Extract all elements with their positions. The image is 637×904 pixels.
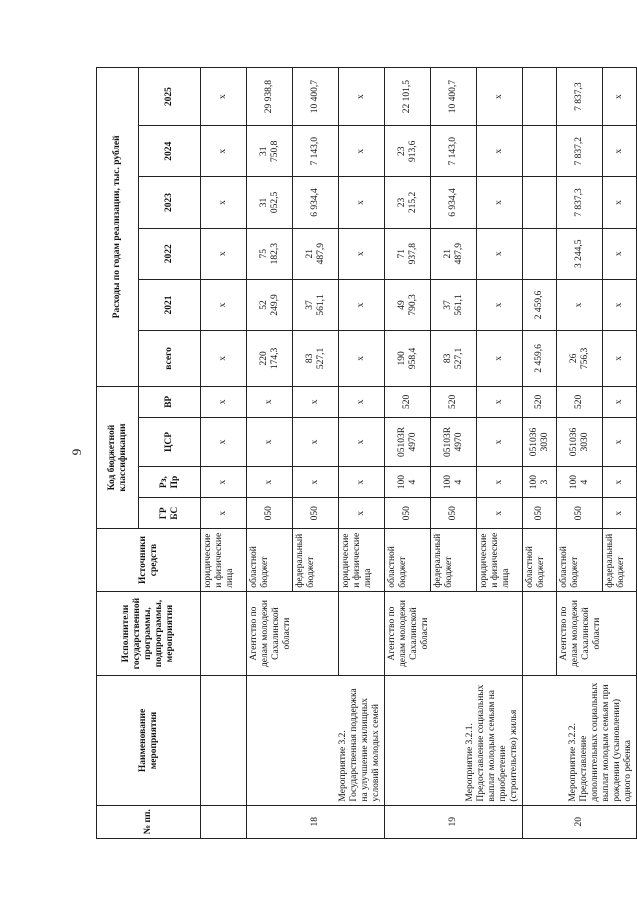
cell-executor: Агентство по делам молодежи Сахалинской области xyxy=(385,591,523,676)
header-2023: 2023 xyxy=(139,177,201,228)
cell-rzpr: х xyxy=(603,466,637,497)
cell-csr: 051036 3030 xyxy=(557,417,603,466)
cell-num xyxy=(201,805,247,838)
cell-rzpr: х xyxy=(247,466,293,497)
cell-2022: 71 937,8 xyxy=(385,228,431,279)
cell-rzpr: х xyxy=(339,466,385,497)
cell-rzpr: 100 4 xyxy=(557,466,603,497)
cell-2025: 29 938,8 xyxy=(247,68,293,126)
cell-total: 190 958,4 xyxy=(385,331,431,387)
cell-name xyxy=(201,676,247,805)
cell-2023: х xyxy=(339,177,385,228)
header-2024: 2024 xyxy=(139,126,201,177)
cell-rzpr: х xyxy=(477,466,523,497)
budget-table xyxy=(96,67,637,839)
cell-grbs: 050 xyxy=(247,498,293,529)
cell-2025: х xyxy=(201,68,247,126)
cell-name: Мероприятие 3.2. Государственная поддержка на улучшение жилищных условий молодых семей xyxy=(247,676,385,805)
cell-source: юридические и физические лица xyxy=(339,529,385,591)
header-rzpr: Рз, Пр xyxy=(139,466,201,497)
cell-2024: х xyxy=(201,126,247,177)
header-total: всего xyxy=(139,331,201,387)
cell-source: областной бюджет xyxy=(523,529,557,591)
cell-2023: 6 934,4 xyxy=(293,177,339,228)
cell-source: федеральный бюджет xyxy=(293,529,339,591)
cell-rzpr: х xyxy=(201,466,247,497)
cell-grbs: х xyxy=(201,498,247,529)
cell-vr: х xyxy=(339,386,385,417)
cell-2022: х xyxy=(603,228,637,279)
cell-source: областной бюджет xyxy=(247,529,293,591)
cell-2023: 6 934,4 xyxy=(431,177,477,228)
cell-source: областной бюджет xyxy=(557,529,603,591)
cell-grbs: 050 xyxy=(523,498,557,529)
header-source: Источники средств xyxy=(97,529,201,591)
cell-total: 26 756,3 xyxy=(557,331,603,387)
budget-table-rotated xyxy=(96,67,634,839)
cell-2025: х xyxy=(477,68,523,126)
cell-2021: х xyxy=(339,279,385,330)
cell-2022: 3 244,5 xyxy=(557,228,603,279)
cell-total: 83 527,1 xyxy=(293,331,339,387)
cell-source: областной бюджет xyxy=(385,529,431,591)
cell-source: федеральный бюджет xyxy=(431,529,477,591)
cell-2021: 2 459,6 xyxy=(523,279,557,330)
cell-grbs: х xyxy=(603,498,637,529)
cell-vr: х xyxy=(201,386,247,417)
cell-grbs: 050 xyxy=(431,498,477,529)
cell-num: 20 xyxy=(523,805,637,838)
header-executor: Исполнители государственной программы, подпрограммы, мероприятия xyxy=(97,591,201,676)
cell-total: х xyxy=(603,331,637,387)
cell-2025: 7 837,3 xyxy=(557,68,603,126)
cell-vr: х xyxy=(603,386,637,417)
cell-executor xyxy=(523,591,557,676)
cell-2024: 7 143,0 xyxy=(293,126,339,177)
cell-2024: 23 913,6 xyxy=(385,126,431,177)
cell-grbs: 050 xyxy=(557,498,603,529)
cell-rzpr: 100 4 xyxy=(385,466,431,497)
table-row xyxy=(201,68,247,839)
cell-executor xyxy=(201,591,247,676)
cell-vr: 520 xyxy=(523,386,557,417)
cell-2024: 7 143,0 xyxy=(431,126,477,177)
cell-source: федеральный бюджет xyxy=(603,529,637,591)
cell-csr: х xyxy=(477,417,523,466)
cell-csr: х xyxy=(247,417,293,466)
cell-vr: 520 xyxy=(557,386,603,417)
cell-2022: х xyxy=(339,228,385,279)
cell-rzpr: х xyxy=(293,466,339,497)
cell-vr: 520 xyxy=(385,386,431,417)
cell-2023 xyxy=(523,177,557,228)
cell-vr: х xyxy=(293,386,339,417)
cell-2021: х xyxy=(603,279,637,330)
header-expenses: Расходы по годам реализации, тыс. рублей xyxy=(97,68,139,387)
cell-2024: х xyxy=(477,126,523,177)
cell-2024: х xyxy=(603,126,637,177)
cell-2024: 31 750,8 xyxy=(247,126,293,177)
cell-name: Мероприятие 3.2.2. Предоставление дополнительных социальных выплат молодым семьям при рождении (усыновлении) одного ребенка xyxy=(523,676,637,805)
cell-2024: х xyxy=(339,126,385,177)
cell-2023: 23 215,2 xyxy=(385,177,431,228)
cell-2025: х xyxy=(339,68,385,126)
cell-2021: 52 249,9 xyxy=(247,279,293,330)
cell-2025: 10 400,7 xyxy=(431,68,477,126)
table-row xyxy=(247,68,293,839)
cell-rzpr: 100 4 xyxy=(431,466,477,497)
cell-2025: х xyxy=(603,68,637,126)
cell-source: юридические и физические лица xyxy=(477,529,523,591)
cell-2023: х xyxy=(603,177,637,228)
cell-csr: 05103R 4970 xyxy=(385,417,431,466)
cell-2025: 22 101,5 xyxy=(385,68,431,126)
cell-total: х xyxy=(477,331,523,387)
header-2021: 2021 xyxy=(139,279,201,330)
page-number: 9 xyxy=(69,448,84,456)
cell-num: 18 xyxy=(247,805,385,838)
budget-table-wrapper xyxy=(96,67,634,839)
cell-executor: Агентство по делам молодежи Сахалинской области xyxy=(247,591,339,676)
cell-2022: 21 487,9 xyxy=(293,228,339,279)
cell-2023: х xyxy=(201,177,247,228)
cell-executor: Агентство по делам молодежи Сахалинской области xyxy=(557,591,637,676)
cell-rzpr: 100 3 xyxy=(523,466,557,497)
cell-2021: х xyxy=(557,279,603,330)
cell-total: 220 174,3 xyxy=(247,331,293,387)
header-grbs: ГР БС xyxy=(139,498,201,529)
header-2022: 2022 xyxy=(139,228,201,279)
cell-csr: х xyxy=(293,417,339,466)
header-vr: ВР xyxy=(139,386,201,417)
cell-csr: 05103R 4970 xyxy=(431,417,477,466)
cell-2025 xyxy=(523,68,557,126)
cell-csr: х xyxy=(339,417,385,466)
cell-grbs: 050 xyxy=(293,498,339,529)
cell-2022: 21 487,9 xyxy=(431,228,477,279)
cell-2024: 7 837,2 xyxy=(557,126,603,177)
cell-2022: х xyxy=(201,228,247,279)
cell-total: 2 459,6 xyxy=(523,331,557,387)
cell-grbs: х xyxy=(477,498,523,529)
header-2025: 2025 xyxy=(139,68,201,126)
cell-2022: 75 182,3 xyxy=(247,228,293,279)
cell-2023: 31 052,5 xyxy=(247,177,293,228)
cell-2021: 49 790,3 xyxy=(385,279,431,330)
cell-vr: х xyxy=(247,386,293,417)
cell-2021: 37 561,1 xyxy=(293,279,339,330)
cell-num: 19 xyxy=(385,805,523,838)
cell-total: х xyxy=(201,331,247,387)
header-num: № пп. xyxy=(97,805,201,838)
cell-2021: х xyxy=(477,279,523,330)
cell-grbs: 050 xyxy=(385,498,431,529)
cell-2022 xyxy=(523,228,557,279)
cell-total: 83 527,1 xyxy=(431,331,477,387)
cell-2023: 7 837,3 xyxy=(557,177,603,228)
cell-2024 xyxy=(523,126,557,177)
cell-csr: х xyxy=(603,417,637,466)
table-row xyxy=(385,68,431,839)
cell-vr: 520 xyxy=(431,386,477,417)
header-name: Наименование мероприятия xyxy=(97,676,201,805)
cell-2021: х xyxy=(201,279,247,330)
table-row xyxy=(523,68,557,839)
header-csr: ЦСР xyxy=(139,417,201,466)
cell-vr: х xyxy=(477,386,523,417)
cell-source: юридические и физические лица xyxy=(201,529,247,591)
cell-2023: х xyxy=(477,177,523,228)
cell-name: Мероприятие 3.2.1. Предоставление социальных выплат молодым семьям на приобретение (строительство) жилья xyxy=(385,676,523,805)
cell-2021: 37 561,1 xyxy=(431,279,477,330)
cell-2022: х xyxy=(477,228,523,279)
header-budget-code: Код бюджетной классификации xyxy=(97,386,139,529)
cell-csr: 051036 3030 xyxy=(523,417,557,466)
cell-2025: 10 400,7 xyxy=(293,68,339,126)
cell-executor xyxy=(339,591,385,676)
cell-csr: х xyxy=(201,417,247,466)
cell-total: х xyxy=(339,331,385,387)
header-row-1 xyxy=(97,68,139,839)
cell-grbs: х xyxy=(339,498,385,529)
